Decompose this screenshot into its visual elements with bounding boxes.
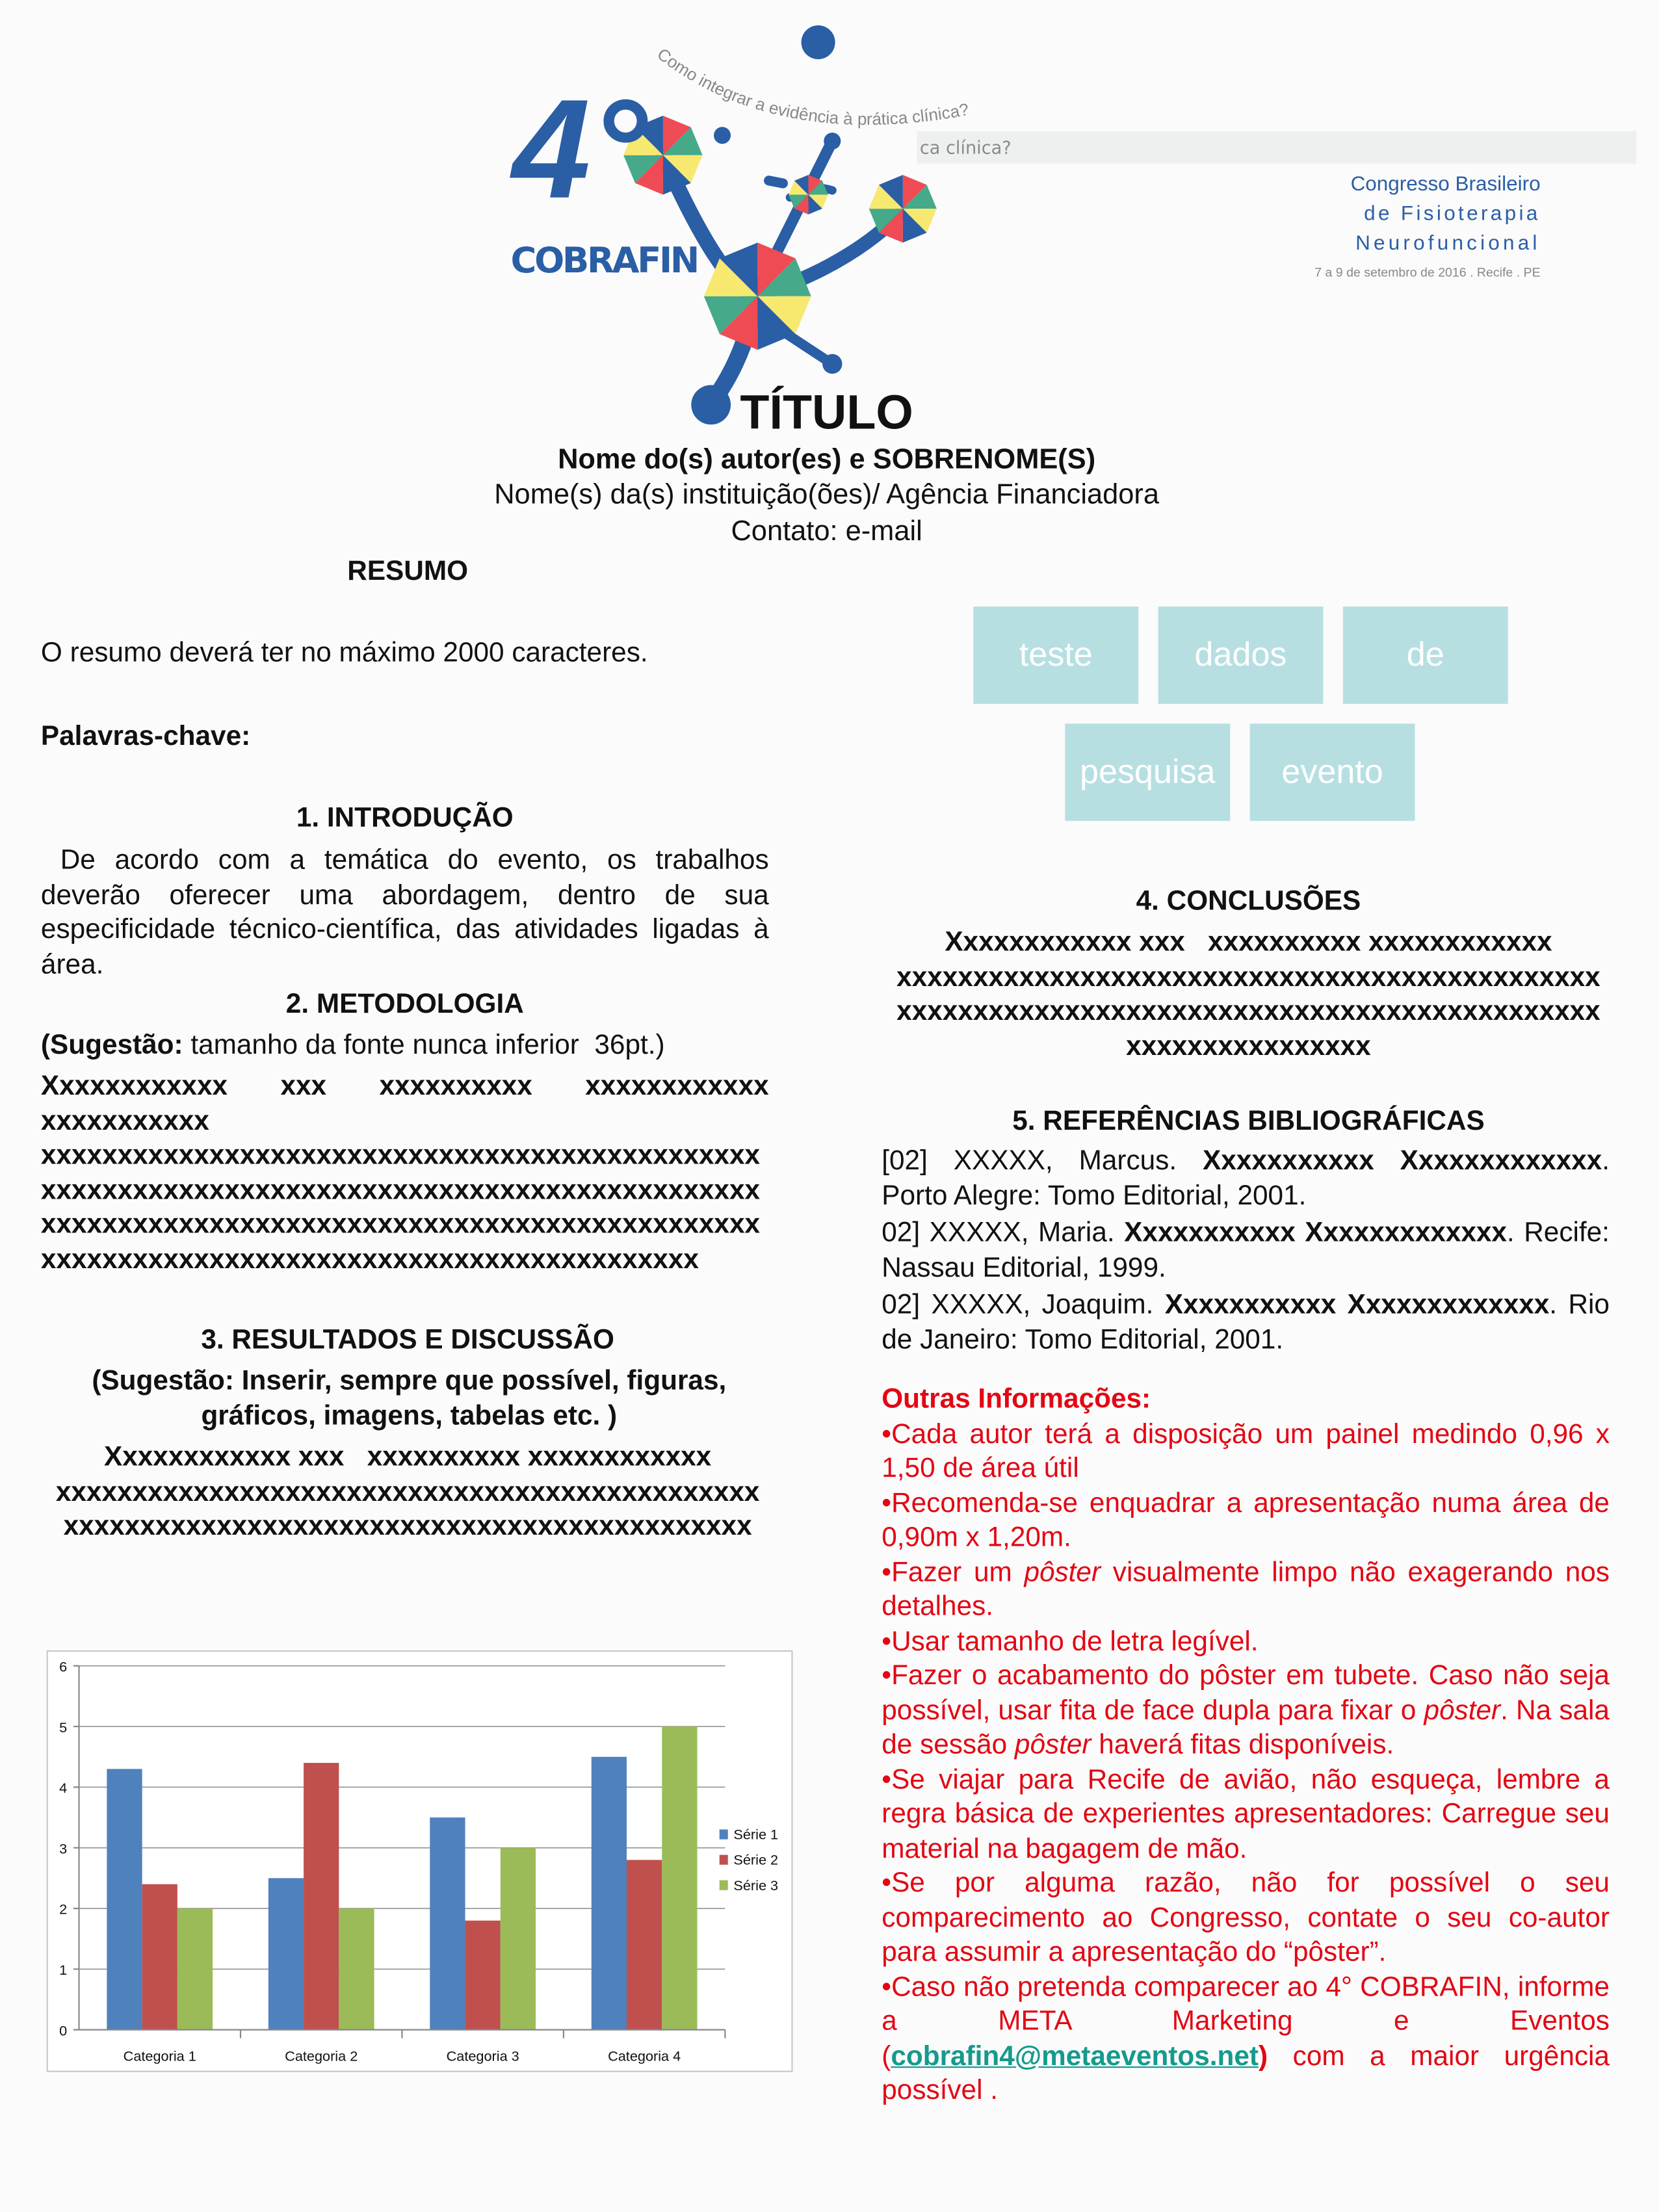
references-list — [882, 1144, 1610, 1357]
bar-chart — [48, 1652, 792, 2070]
text-line: xxxxxxxxxxxxxxxx — [1126, 1030, 1371, 1061]
reference-author: 02] XXXXX, Maria. — [882, 1217, 1125, 1249]
text-line: Xxxxxxxxxxxx xxx xxxxxxxxxx xxxxxxxxxxxx — [945, 926, 1552, 958]
other-info — [882, 1383, 1610, 2108]
bar-serie-3 — [501, 1848, 536, 2030]
reference-author: 02] XXXXX, Joaquim. — [882, 1289, 1165, 1321]
text-line: xxxxxxxxxxxxxxxxxxxxxxxxxxxxxxxxxxxxxxxxxxxxx — [63, 1511, 752, 1542]
text-line: xxxxxxxxxxx — [40, 1105, 209, 1136]
x-tick-label: Categoria 4 — [608, 2048, 681, 2064]
tag-evento: evento — [1250, 723, 1415, 821]
text-line: xxxxxxxxxxxxxxxxxxxxxxxxxxxxxxxxxxxxxxxxxxxxxx — [896, 996, 1600, 1027]
text-line: xxxxxxxxxxxxxxxxxxxxxxxxxxxxxxxxxxxxxxxxxxxxxx — [55, 1476, 760, 1507]
bar-serie-1 — [592, 1757, 627, 2030]
info-text: com a maior urgência possível . — [882, 2040, 1610, 2106]
legend-swatch — [720, 1880, 728, 1890]
y-tick-label: 1 — [59, 1962, 68, 1979]
congress-name — [1242, 171, 1541, 260]
x-tick-label: Categoria 1 — [123, 2048, 196, 2064]
cobrafin-logo — [480, 0, 1030, 437]
reference-publisher: . Recife: Nassau Editorial, 1999. — [882, 1217, 1610, 1283]
bar-serie-3 — [662, 1726, 697, 2030]
text-line: Xxxxxxxxxxxx xxx xxxxxxxxxx xxxxxxxxxxxx — [104, 1441, 712, 1473]
info-text: visualmente limpo não exagerando nos detalhes. — [882, 1556, 1610, 1622]
reference-publisher: . Rio de Janeiro: Tomo Editorial, 2001. — [882, 1289, 1610, 1355]
x-tick-label: Categoria 3 — [446, 2048, 519, 2064]
results-suggestion: (Sugestão: Inserir, sempre que possível, figuras, gráficos, imagens, tabelas etc. ) — [92, 1365, 727, 1431]
slogan-bar — [917, 131, 1637, 164]
results-body — [41, 1440, 774, 1544]
reference-author: [02] XXXXX, Marcus. — [882, 1145, 1203, 1177]
info-text: . Na sala de sessão — [882, 1695, 1610, 1761]
text-line: xxxxxxxxxxxxxxxxxxxxxxxxxxxxxxxxxxxxxxxxxxxxxxx — [40, 1208, 761, 1240]
tag-pesquisa: pesquisa — [1065, 723, 1230, 821]
logo-name: COBRAFIN — [510, 239, 700, 281]
info-italic: pôster — [1014, 1729, 1091, 1761]
tag-teste: teste — [973, 606, 1138, 704]
reference-item — [882, 1216, 1610, 1285]
info-item: •Cada autor terá a disposição um painel medindo 0,96 x 1,50 de área útil — [882, 1418, 1610, 1484]
y-tick-label: 6 — [59, 1658, 68, 1675]
authors: Nome do(s) autor(es) e SOBRENOME(S) — [558, 444, 1096, 476]
institution: Nome(s) da(s) instituição(ões)/ Agência Financiadora — [494, 479, 1159, 511]
info-item — [882, 1970, 1610, 2108]
event-date-place: 7 a 9 de setembro de 2016 . Recife . PE — [1314, 265, 1541, 280]
method-body — [41, 1069, 769, 1277]
method-suggestion — [41, 1028, 769, 1063]
info-text: •Caso não pretenda comparecer ao 4° COBRAFIN, informe a META Marketing e Eventos ( — [882, 1971, 1610, 2072]
info-text: •Fazer um — [882, 1556, 1025, 1588]
x-tick-label: Categoria 2 — [285, 2048, 358, 2064]
bar-serie-1 — [268, 1878, 304, 2029]
congress-line: de Fisioterapia — [1364, 203, 1541, 226]
contact-email-link[interactable]: cobrafin4@metaeventos.net — [891, 2040, 1259, 2072]
bar-serie-2 — [627, 1860, 662, 2029]
method-suggestion-text: tamanho da fonte nunca inferior 36pt.) — [183, 1030, 665, 1061]
intro-heading: 1. INTRODUÇÃO — [296, 802, 514, 834]
reference-title: Xxxxxxxxxxx Xxxxxxxxxxxxx — [1203, 1145, 1602, 1177]
other-info-heading: Outras Informações: — [882, 1383, 1151, 1415]
logo-slogan: Como integrar a evidência à prática clínica? — [653, 44, 971, 129]
text-line: xxxxxxxxxxxxxxxxxxxxxxxxxxxxxxxxxxxxxxxxxxx — [40, 1243, 699, 1275]
bar-serie-2 — [142, 1884, 177, 2030]
text-line: Xxxxxxxxxxxx xxx xxxxxxxxxx xxxxxxxxxxxx — [40, 1071, 769, 1102]
tag-dados: dados — [1158, 606, 1324, 704]
bar-serie-2 — [465, 1921, 501, 2030]
legend-label: Série 1 — [733, 1826, 779, 1843]
info-item: •Usar tamanho de letra legível. — [882, 1625, 1259, 1657]
reference-title: Xxxxxxxxxxx Xxxxxxxxxxxxx — [1164, 1289, 1550, 1321]
y-tick-label: 2 — [59, 1901, 68, 1918]
info-italic: pôster — [1424, 1695, 1501, 1726]
info-item — [882, 1659, 1610, 1762]
legend-label: Série 2 — [733, 1851, 779, 1868]
y-tick-label: 4 — [59, 1780, 68, 1797]
y-tick-label: 0 — [59, 2022, 68, 2039]
info-italic: pôster — [1024, 1556, 1101, 1588]
text-line: xxxxxxxxxxxxxxxxxxxxxxxxxxxxxxxxxxxxxxxxxxxxxxx — [40, 1139, 761, 1171]
logo-number: 4° — [512, 70, 647, 228]
legend-label: Série 3 — [733, 1877, 779, 1893]
reference-publisher: . Porto Alegre: Tomo Editorial, 2001. — [882, 1145, 1610, 1211]
results-heading: 3. RESULTADOS E DISCUSSÃO — [201, 1324, 614, 1356]
bar-chart-frame — [47, 1650, 793, 2072]
info-item: •Recomenda-se enquadrar a apresentação numa área de 0,90m x 1,20m. — [882, 1487, 1610, 1554]
method-heading: 2. METODOLOGIA — [285, 989, 524, 1020]
tag-de: de — [1343, 606, 1508, 704]
conclusions-heading: 4. CONCLUSÕES — [1136, 885, 1361, 917]
reference-item — [882, 1288, 1610, 1357]
reference-title: Xxxxxxxxxxx Xxxxxxxxxxxxx — [1124, 1217, 1507, 1249]
resumo-text: O resumo deverá ter no máximo 2000 caracteres. — [40, 637, 648, 669]
info-text: haverá fitas disponíveis. — [1091, 1729, 1394, 1761]
info-text: ) — [1259, 2040, 1268, 2072]
reference-item — [882, 1144, 1610, 1213]
bar-serie-2 — [304, 1763, 339, 2030]
info-item: •Se por alguma razão, não for possível o seu comparecimento ao Congresso, contate o seu co-autor para assumir a apresentação do “pôster”. — [882, 1867, 1610, 1968]
legend-swatch — [720, 1855, 728, 1865]
info-item: •Se viajar para Recife de avião, não esqueça, lembre a regra básica de experientes apresentadores: Carregue seu material na bagagem de mão. — [882, 1763, 1610, 1864]
conclusions-body — [882, 926, 1615, 1064]
bar-serie-1 — [430, 1817, 465, 2030]
bar-serie-3 — [339, 1908, 374, 2030]
intro-text: De acordo com a temática do evento, os trabalhos deverão oferecer uma abordagem, dentro de sua especificidade técnico-científica, das atividades ligadas à área. — [40, 844, 777, 980]
references-heading: 5. REFERÊNCIAS BIBLIOGRÁFICAS — [1012, 1106, 1485, 1138]
congress-line: Congresso Brasileiro — [1350, 173, 1541, 196]
poster-title: TÍTULO — [740, 386, 913, 441]
keywords-label: Palavras-chave: — [40, 720, 251, 752]
text-line: xxxxxxxxxxxxxxxxxxxxxxxxxxxxxxxxxxxxxxxxxxxxxxx — [40, 1174, 761, 1206]
contact: Contato: e-mail — [731, 516, 922, 547]
congress-line: Neurofuncional — [1355, 233, 1541, 255]
info-text: •Fazer o acabamento do pôster em tubete. Caso não seja possível, usar fita de face dupla para fixar o — [882, 1660, 1610, 1726]
bar-serie-1 — [107, 1769, 142, 2029]
info-item — [882, 1555, 1610, 1624]
y-tick-label: 3 — [59, 1840, 68, 1857]
y-tick-label: 5 — [59, 1719, 68, 1736]
method-suggestion-label: (Sugestão: — [40, 1030, 183, 1061]
legend-swatch — [720, 1829, 728, 1839]
text-line: xxxxxxxxxxxxxxxxxxxxxxxxxxxxxxxxxxxxxxxxxxxxxx — [896, 961, 1600, 993]
resumo-heading: RESUMO — [347, 555, 468, 587]
slogan-bar-text: ca clínica? — [919, 137, 1012, 159]
bar-serie-3 — [177, 1908, 213, 2030]
